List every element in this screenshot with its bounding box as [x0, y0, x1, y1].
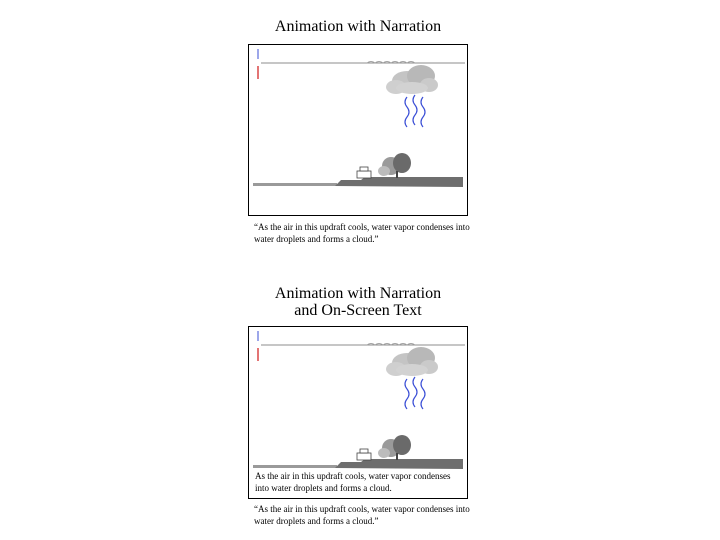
onscreen-text: As the air in this updraft cools, water vapor condenses into water droplets and forms a cloud.	[255, 470, 465, 494]
updraft-icon	[405, 377, 425, 409]
updraft-icon	[405, 95, 425, 127]
tree-icon	[378, 153, 411, 178]
narration-caption-bottom: “As the air in this updraft cools, water vapor condenses into water droplets and forms a cloud.”	[254, 504, 470, 526]
panel-bottom-title	[230, 285, 486, 319]
narration-caption-top: “As the air in this updraft cools, water vapor condenses into water droplets and forms a cloud.”	[254, 222, 470, 244]
cloud-icon	[386, 347, 438, 376]
panel-bottom-title-line2: and On-Screen Text	[294, 302, 422, 319]
high-cloud-wisp	[367, 344, 415, 346]
ground	[335, 459, 463, 469]
ground	[335, 177, 463, 187]
house-icon	[357, 167, 371, 178]
animation-frame-top	[248, 44, 468, 216]
cloud-formation-scene	[249, 45, 467, 215]
water-surface	[253, 183, 337, 186]
animation-frame-bottom	[248, 326, 468, 499]
high-cloud-wisp	[367, 62, 415, 64]
cloud-icon	[386, 65, 438, 94]
panel-top-title: Animation with Narration	[274, 18, 442, 35]
house-icon	[357, 449, 371, 460]
panel-bottom-title-line1: Animation with Narration	[274, 285, 442, 302]
tree-icon	[378, 435, 411, 460]
water-surface	[253, 465, 337, 468]
